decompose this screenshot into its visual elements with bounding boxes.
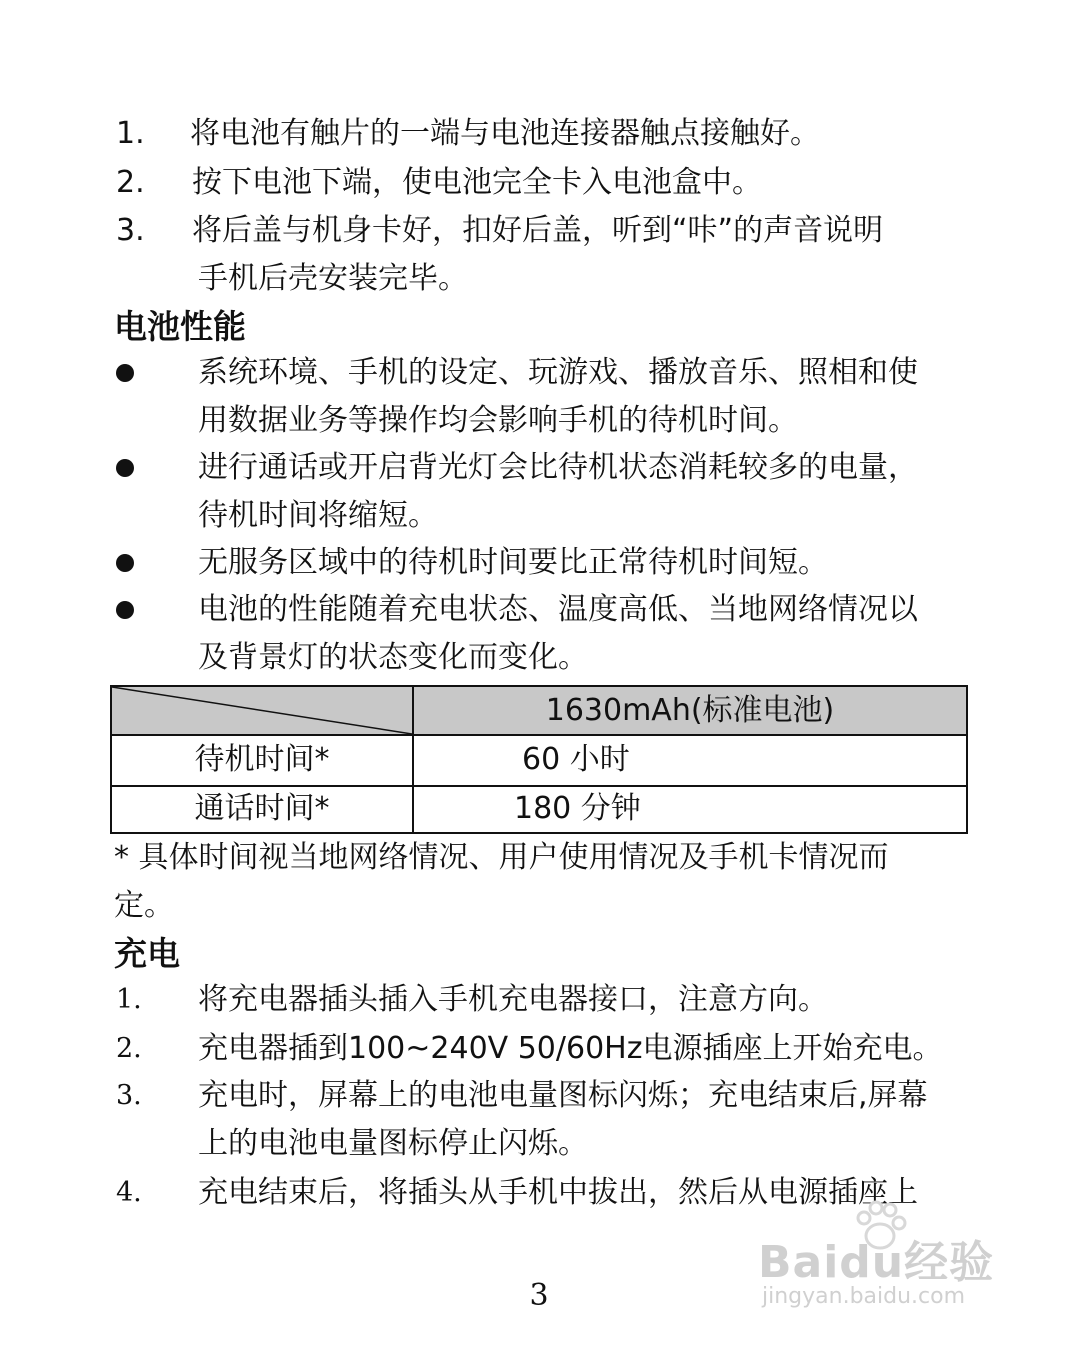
step-text: 按下电池下端，使电池完全卡入电池盒中。 [192, 165, 762, 200]
watermark-url: jingyan.baidu.com [762, 1284, 966, 1309]
step-text: 充电时，屏幕上的电池电量图标闪烁；充电结束后,屏幕 [198, 1078, 928, 1113]
step-text: 将后盖与机身卡好，扣好后盖，听到“咔”的声音说明 [192, 213, 884, 248]
step-text-continued: 手机后壳安装完毕。 [198, 261, 468, 296]
bullet-dot [116, 554, 134, 572]
bullet-text: 系统环境、手机的设定、玩游戏、播放音乐、照相和使 [198, 355, 918, 390]
table-row-label: 通话时间* [194, 791, 330, 826]
table-row-label: 待机时间* [194, 742, 330, 777]
bullet-dot [116, 459, 134, 477]
table-row-value: 180 分钟 [514, 791, 641, 826]
watermark-brand: Baidu经验 [758, 1237, 995, 1288]
bullet-text-continued: 待机时间将缩短。 [198, 498, 438, 533]
table-header-capacity: 1630mAh(标准电池) [545, 693, 835, 728]
bullet-dot [116, 601, 134, 619]
step-number: 2. [116, 165, 145, 200]
baidu-jingyan-watermark [758, 1196, 1018, 1316]
battery-time-table [110, 685, 968, 834]
footnote-text-continued: 定。 [114, 888, 174, 923]
bullet-text: 无服务区域中的待机时间要比正常待机时间短。 [198, 545, 828, 580]
step-number: 4. [116, 1177, 142, 1208]
step-text: 充电结束后，将插头从手机中拔出，然后从电源插座上 [198, 1175, 918, 1210]
step-text-continued: 上的电池电量图标停止闪烁。 [198, 1126, 588, 1161]
step-text: 充电器插到100~240V 50/60Hz电源插座上开始充电。 [198, 1031, 943, 1066]
step-number: 2. [116, 1033, 142, 1064]
table-row-value: 60 小时 [522, 742, 630, 777]
bullet-text: 电池的性能随着充电状态、温度高低、当地网络情况以 [198, 592, 918, 627]
section-heading-battery: 电池性能 [114, 307, 246, 346]
step-text: 将电池有触片的一端与电池连接器触点接触好。 [190, 116, 820, 151]
step-number: 1. [116, 984, 142, 1015]
header-diagonal-line [112, 687, 412, 736]
bullet-dot [116, 364, 134, 382]
page-number: 3 [529, 1278, 549, 1313]
step-number: 3. [116, 1080, 142, 1111]
step-text: 将充电器插头插入手机充电器接口，注意方向。 [198, 982, 828, 1017]
section-heading-charging: 充电 [114, 934, 180, 973]
footnote-text: * 具体时间视当地网络情况、用户使用情况及手机卡情况而 [114, 840, 889, 875]
bullet-text: 进行通话或开启背光灯会比待机状态消耗较多的电量， [198, 450, 918, 485]
step-number: 3. [116, 213, 145, 248]
step-number: 1. [116, 116, 145, 151]
bullet-text-continued: 用数据业务等操作均会影响手机的待机时间。 [198, 403, 798, 438]
bullet-text-continued: 及背景灯的状态变化而变化。 [198, 640, 588, 675]
